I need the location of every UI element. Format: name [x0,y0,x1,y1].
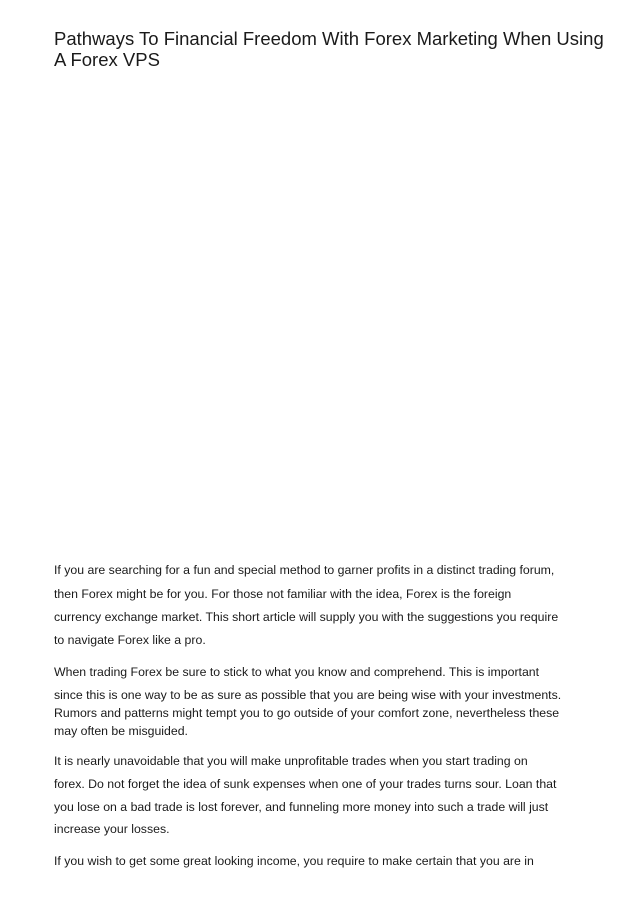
paragraph-3-line-2: forex. Do not forget the idea of sunk expenses when one of your trades turns sour. Loan that [54,777,557,791]
paragraph-3-line-4: increase your losses. [54,822,170,836]
paragraph-2-line-3: Rumors and patterns might tempt you to go outside of your comfort zone, nevertheless these [54,706,560,720]
paragraph-2-line-4: may often be misguided. [54,724,188,738]
paragraph-1-line-1: If you are searching for a fun and special method to garner profits in a distinct trading forum, [54,563,555,577]
paragraph-2-line-1: When trading Forex be sure to stick to what you know and comprehend. This is important [54,665,540,679]
paragraph-1-line-2: then Forex might be for you. For those not familiar with the idea, Forex is the foreign [54,587,512,601]
document-title: Pathways To Financial Freedom With Forex Marketing When Using A Forex VPS [54,28,604,70]
paragraph-1-line-3: currency exchange market. This short article will supply you with the suggestions you require [54,610,559,624]
paragraph-3-line-1: It is nearly unavoidable that you will make unprofitable trades when you start trading on [54,754,528,768]
paragraph-2-line-2: since this is one way to be as sure as possible that you are being wise with your investments. [54,688,562,702]
paragraph-4-line-1: If you wish to get some great looking income, you require to make certain that you are in [54,854,534,868]
paragraph-3-line-3: you lose on a bad trade is lost forever, and funneling more money into such a trade will just [54,800,549,814]
paragraph-1-line-4: to navigate Forex like a pro. [54,633,206,647]
